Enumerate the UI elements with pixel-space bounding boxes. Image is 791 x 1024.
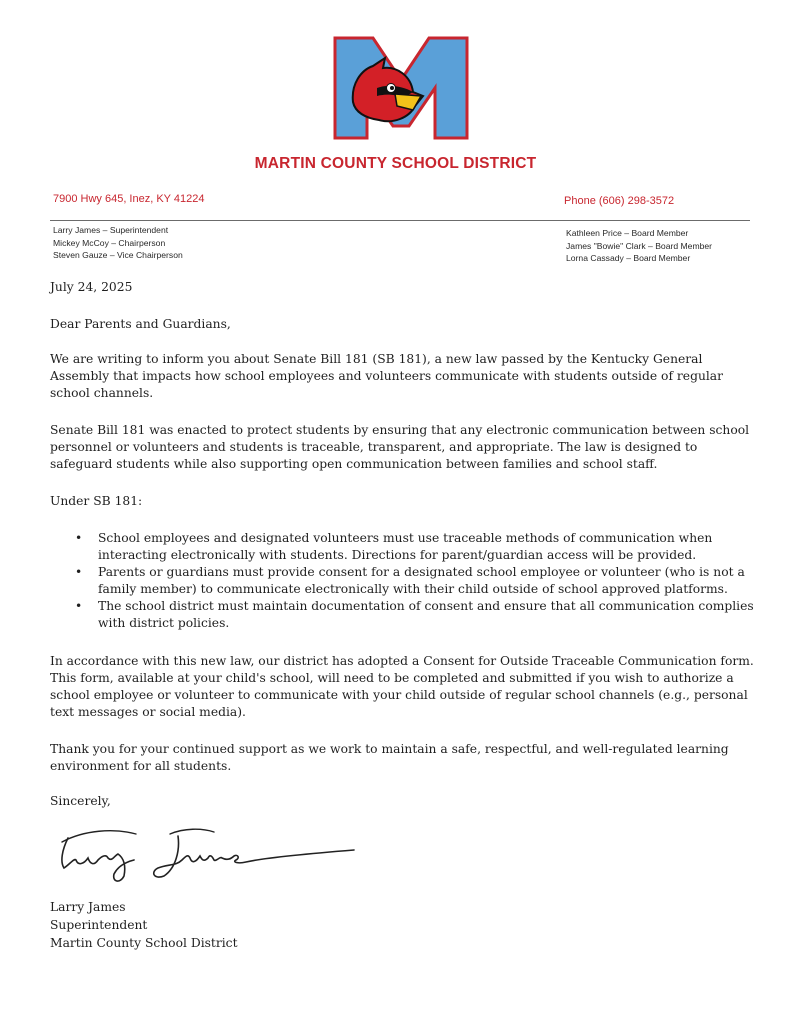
signer-title: Superintendent (50, 918, 148, 932)
staff-item: Steven Gauze – Vice Chairperson (53, 250, 183, 260)
letter-closing: Sincerely, (50, 794, 111, 808)
staff-item: Kathleen Price – Board Member (566, 228, 689, 238)
letter-date: July 24, 2025 (50, 280, 133, 294)
bullet-icon: • (75, 599, 83, 613)
signer-name: Larry James (50, 900, 126, 914)
letter-paragraph-2: Senate Bill 181 was enacted to protect students by ensuring that any electronic communication between school personnel or volunteers and students is traceable, transparent, and appropriate. The law is designed to safeguard students while also supporting open communication between families and school staff. (50, 423, 750, 471)
bullet-icon: • (75, 565, 83, 579)
letter-paragraph-3: In accordance with this new law, our district has adopted a Consent for Outside Traceable Communication form. This form, available at your child's school, will need to be completed and submitted if you wish to authorize a school employee or volunteer to communicate with your child outside of regular school channels (e.g., personal text messages or social media). (50, 654, 754, 719)
list-item (75, 564, 758, 598)
letter-under-heading: Under SB 181: (50, 494, 143, 508)
staff-item: James "Bowie" Clark – Board Member (566, 240, 713, 251)
handwritten-signature (54, 820, 364, 890)
list-item-text: Parents or guardians must provide consent for a designated school employee or volunteer (who is not a family member) to communicate electronically with their child outside of school approved platforms. (98, 565, 745, 596)
staff-list-left (53, 224, 183, 262)
letterhead-divider (50, 220, 750, 221)
list-item (75, 530, 758, 564)
letter-paragraph-1: We are writing to inform you about Senate Bill 181 (SB 181), a new law passed by the Kentucky General Assembly that impacts how school employees and volunteers communicate with students outside of regular school channels. (50, 352, 724, 400)
staff-item: Lorna Cassady – Board Member (566, 253, 691, 263)
staff-item: Mickey McCoy – Chairperson (53, 237, 166, 248)
letter-salutation: Dear Parents and Guardians, (50, 317, 231, 331)
signer-organization: Martin County School District (50, 936, 238, 950)
list-item-text: School employees and designated volunteers must use traceable methods of communication when interacting electronically with students. Directions for parent/guardian access will be provided. (98, 531, 713, 562)
district-name: MARTIN COUNTY SCHOOL DISTRICT (254, 155, 537, 172)
bullet-icon: • (75, 531, 83, 545)
sb181-requirements-list (75, 530, 758, 632)
district-phone: Phone (606) 298-3572 (564, 195, 675, 207)
list-item (75, 598, 758, 632)
district-address: 7900 Hwy 645, Inez, KY 41224 (53, 193, 205, 205)
staff-list-right (566, 227, 712, 265)
staff-item: Larry James – Superintendent (53, 225, 169, 235)
list-item-text: The school district must maintain documentation of consent and ensure that all communication complies with district policies. (98, 599, 754, 630)
letter-paragraph-4: Thank you for your continued support as we work to maintain a safe, respectful, and well-regulated learning environment for all students. (50, 742, 729, 773)
district-logo (333, 36, 469, 140)
